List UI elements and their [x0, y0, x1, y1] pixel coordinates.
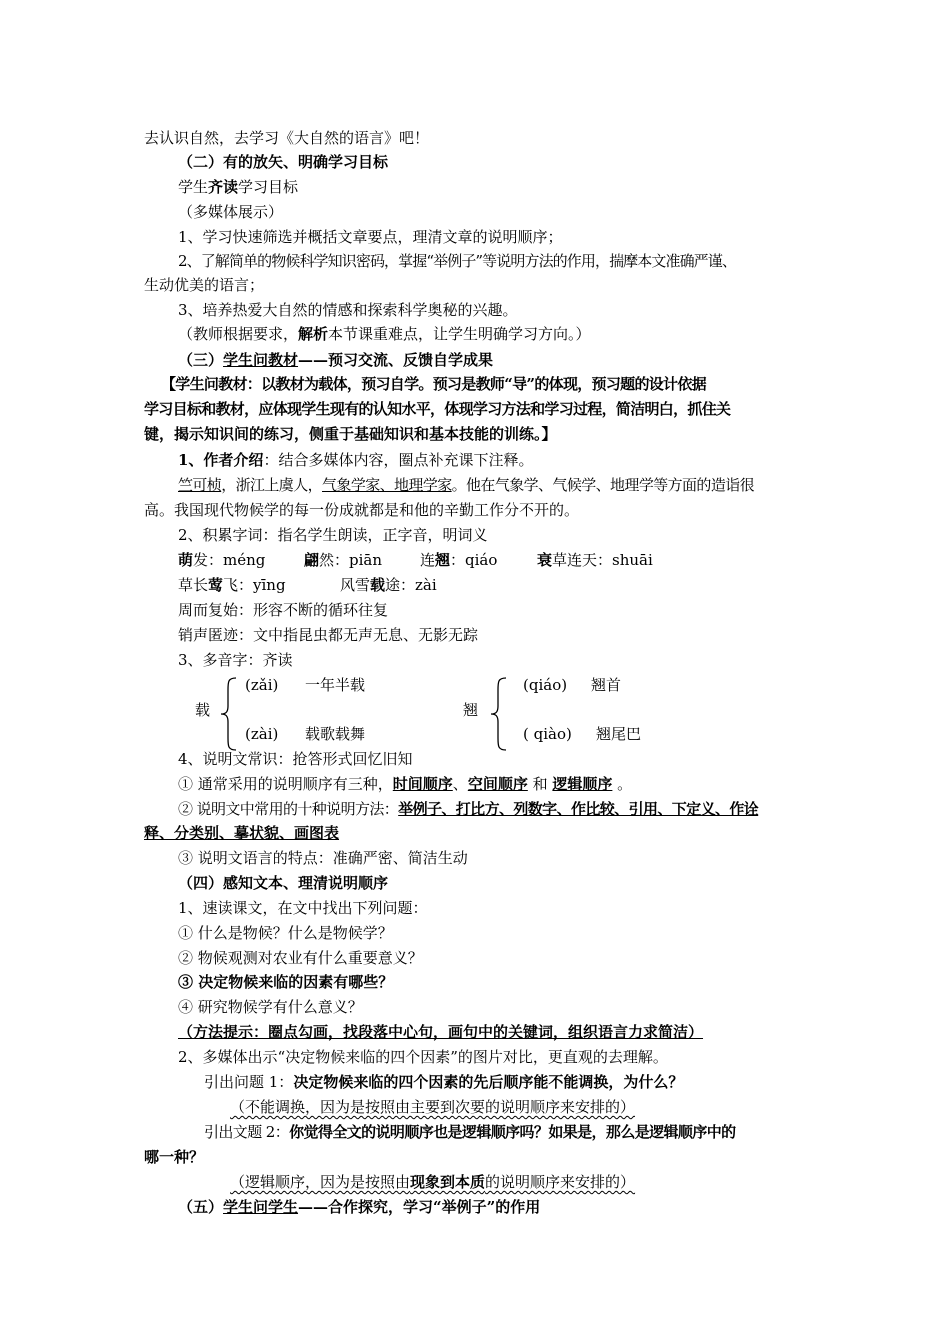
brace-icon — [488, 676, 508, 752]
document-page: 去认识自然，去学习《大自然的语言》吧！ （二）有的放矢、明确学习目标 学生齐读学习目标 （多媒体展示） 1、学习快速筛选并概括文章要点，理清文章的说明顺序； 2、了解简单的物候科学知识密码，掌握“举例子”等说明方法的作用，揣摩本文准确严谨、 生动优美的语言； 3、培养热爱大自然的情感和探索科学奥秘的兴趣。 （教师根据要求，解析本节课重难点，让学生明确学习方向。） （三）学生问教材——预习交流、反馈自学成果 【学生问教材：以教材为载体，预习自学。预习是教师“导”的体现，预习题的设计依据 学习目标和教材，应体现学生现有的认知水平，体现学习方法和学习过程，简洁明白，抓住关 键，揭示知识间的练习，侧重于基础知识和基本技能的训练。】 1、作者介绍：结合多媒体内容，圈点补充课下注释。 竺可桢，浙江上虞人，气象学家、地理学家。他在气象学、气候学、地理学等方面的造诣很 高。我国现代物候学的每一份成就都是和他的辛勤工作分不开的。 2、积累字词：指名学生朗读，正字音，明词义 萌发：méng 翩然：piān 连翘：qiáo 衰草连天：shuāi 草长莺飞：yīng 风雪载途：zài 周而复始：形容不断的循环往复 销声匿迹：文中指昆虫都无声无息、无影无踪 3、多音字：齐读 载 (zǎi) 一年半载 (zài) 载歌载舞 翘 (qiáo) 翘首 ( qiào) 翘尾巴 4、说明文常识：抢答形式回忆旧知 ① 通常采用的说明顺序有三种，时间顺序、空间顺序 和 逻辑顺序 。 ② 说明文中常用的十种说明方法：举例子、打比方、列数字、作比较、引用、下定义、作诠 释、分类别、摹状貌、画图表 ③ 说明文语言的特点：准确严密、简洁生动 （四）感知文本、理清说明顺序 1、速读课文，在文中找出下列问题： ① 什么是物候？什么是物候学？ ② 物候观测对农业有什么重要意义？ ③ 决定物候来临的因素有哪些？ ④ 研究物候学有什么意义？ （方法提示：圈点勾画，找段落中心句，画句中的关键词，组织语言力求简洁） 2、多媒体出示“决定物候来临的四个因素”的图片对比，更直观的去理解。 引出问题 1：决定物候来临的四个因素的先后顺序能不能调换，为什么？ （不能调换，因为是按照由主要到次要的说明顺序来安排的） 引出文题 2：你觉得全文的说明顺序也是逻辑顺序吗？如果是，那么是逻辑顺序中的 哪一种？ （逻辑顺序，因为是按照由现象到本质的说明顺序来安排的） （五）学生问学生——合作探究，学习“举例子”的作用 — [144, 129, 759, 1216]
polyphone-char-2: 翘 — [463, 701, 479, 719]
brace-icon — [218, 676, 238, 752]
polyphone-char-1: 载 — [195, 701, 211, 719]
